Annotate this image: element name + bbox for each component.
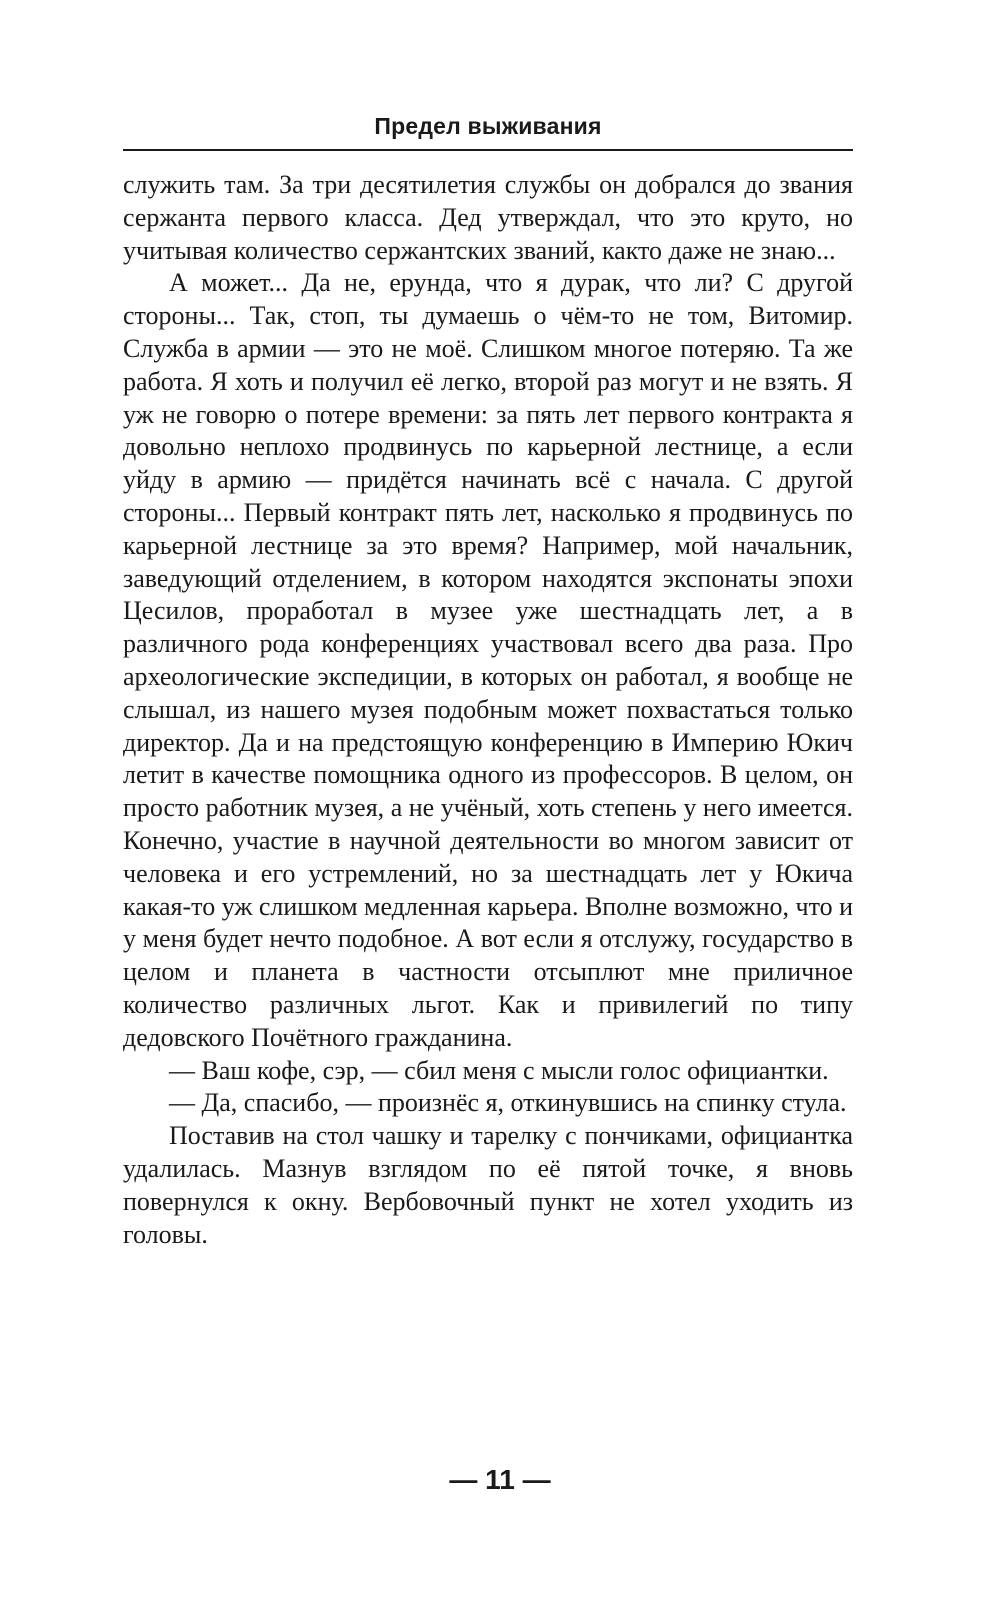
paragraph: А может... Да не, ерунда, что я дурак, что ли? С другой стороны... Так, стоп, ты думаешь о чём-то не том, Витомир. Служба в армии — это не моё. Слишком многое потеряю. Та же работа. Я хоть и получил её легко, второй раз могут и не взять. Я уж не говорю о потере времени: за пять лет первого контракта я довольно неплохо продвинусь по карьерной лестнице, а если уйду в армию — придётся начинать всё с начала. С другой стороны... Первый контракт пять лет, насколько я продвинусь по карьерной лестнице за это время? Например, мой начальник, заведующий отделением, в котором находятся экспонаты эпохи Цесилов, проработал в музее уже шестнадцать лет, а в различного рода конференциях участвовал всего два раза. Про археологические экспедиции, в которых он работал, я вообще не слышал, из нашего музея подобным может похвастаться только директор. Да и на предстоящую конференцию в Империю Юкич летит в качестве помощника одного из профессоров. В целом, он просто работник музея, а не учёный, хоть степень у него имеется. Конечно, участие в научной деятельности во многом зависит от человека и его устремлений, но за шестнадцать лет у Юкича какая-то уж слишком медленная карьера. Вполне возможно, что и у меня будет нечто подобное. А вот если я отслужу, государство в целом и планета в частности отсыплют мне приличное количество различных льгот. Как и привилегий по типу дедовского Почётного гражданина. [123,268,854,1052]
header-divider [123,149,853,151]
paragraph-continued: служить там. За три десятилетия службы он добрался до звания сержанта первого класса. Дед утверждал, что это круто, но учитывая количество сержантских званий, както даже не знаю... [123,170,853,265]
dialogue-paragraph: — Ваш кофе, сэр, — сбил меня с мысли голос официантки. [169,1055,829,1085]
dialogue-paragraph: — Да, спасибо, — произнёс я, откинувшись на спинку стула. [169,1088,847,1118]
running-header-title: Предел выживания [374,113,602,139]
paragraph: Поставив на стол чашку и тарелку с пончиками, официантка удалилась. Мазнув взглядом по её пятой точке, я вновь повернулся к окну. Вербовочный пункт не хотел уходить из головы. [123,1121,853,1249]
page-number: — 11 — [449,1464,551,1495]
body-text [123,169,853,1251]
